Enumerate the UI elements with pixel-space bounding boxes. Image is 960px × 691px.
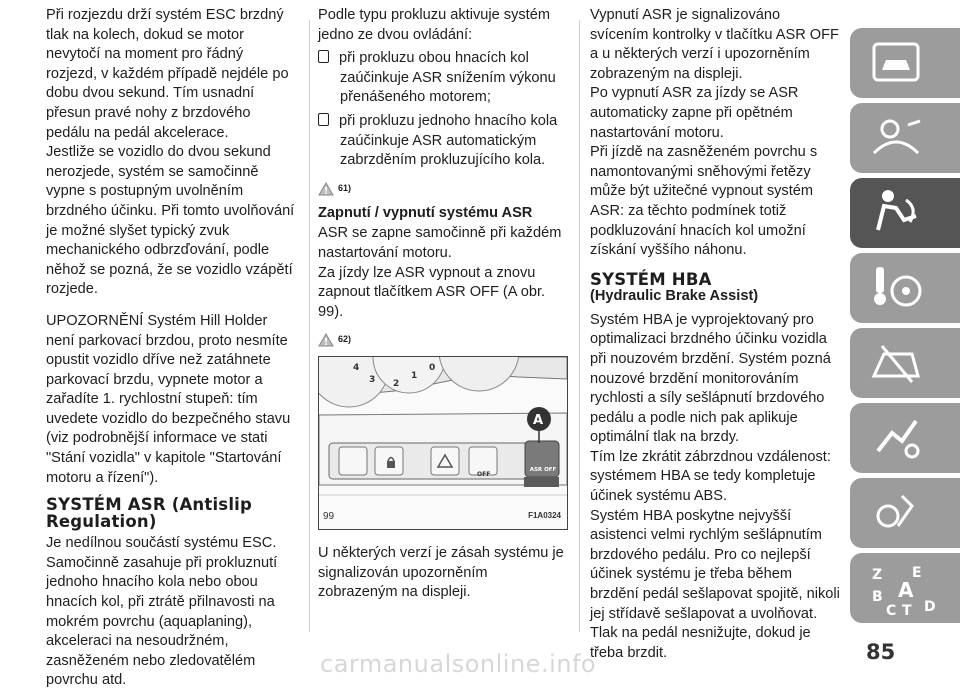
asr-off-button-label: ASR OFF xyxy=(529,466,557,473)
index-icon xyxy=(868,561,948,617)
car-info-icon xyxy=(868,36,924,88)
dial-label: 0 xyxy=(429,362,436,373)
warning-reference: 62) xyxy=(318,330,566,350)
paragraph: Vypnutí ASR je signalizováno svícením kontrolky v tlačítku ASR OFF a u některých verzí i upozorněním zobrazeným na displeji. xyxy=(590,7,839,82)
tab-index[interactable] xyxy=(850,553,960,623)
dashboard-illustration xyxy=(319,357,567,529)
starting-driving-icon xyxy=(868,261,924,313)
checkbox-bullet-icon xyxy=(318,50,329,63)
watermark: carmanualsonline.info xyxy=(320,650,597,678)
paragraph: Tlak na pedál nesnižujte, dokud je třeba brzdit. xyxy=(590,625,811,661)
dashboard-lights-icon xyxy=(868,111,924,163)
paragraph: Jestliže se vozidlo do dvou sekund nerozjede, systém se samočinně vypne s postupným uvolněním brzdného účinku. Při tomto uvolňování je možné slyšet typický zvuk mechanického odbrzďování, podle něhož se pozná, že se vozidlo vzápětí rozjede. xyxy=(46,144,295,298)
text-column-left xyxy=(46,6,298,691)
svg-text:T: T xyxy=(902,603,912,617)
tab-maintenance[interactable] xyxy=(850,403,960,473)
tab-technical-data[interactable] xyxy=(850,478,960,548)
tab-starting-driving[interactable] xyxy=(850,253,960,323)
paragraph: Systém HBA je vyprojektovaný pro optimalizaci brzdného účinku vozidla při nouzovém brzdění. Systém pozná nouzové brzdění monitorováním rychlosti a síly sešlápnutí brzdového pedálu a podle nich pak aplikuje optimální tlak na brzdy. xyxy=(590,311,831,446)
text-column-middle xyxy=(318,6,566,603)
section-heading-asr: SYSTÉM ASR (Antislip Regulation) xyxy=(46,495,253,532)
tab-safety[interactable] xyxy=(850,178,960,248)
paragraph: U některých verzí je zásah systému je signalizován upozorněním zobrazeným na displeji. xyxy=(318,544,564,601)
subheading-asr-toggle: Zapnutí / vypnutí systému ASR xyxy=(318,205,533,222)
paragraph: Podle typu prokluzu aktivuje systém jedno ze dvou ovládání: xyxy=(318,7,550,43)
svg-text:D: D xyxy=(924,599,936,615)
paragraph: ASR se zapne samočinně při každém nastartování motoru. xyxy=(318,225,562,261)
tab-dashboard-lights[interactable] xyxy=(850,103,960,173)
figure-asr-button xyxy=(318,356,568,530)
paragraph: Tím lze zkrátit zábrzdnou vzdálenost: systémem HBA se tedy kompletuje účinek systému ABS. xyxy=(590,448,831,505)
figure-number: 99 xyxy=(323,511,335,523)
paragraph: Za jízdy lze ASR vypnout a znovu zapnout tlačítkem ASR OFF (A obr. 99). xyxy=(318,264,546,320)
warning-reference: 61) xyxy=(318,179,566,199)
bullet-item: při prokluzu obou hnacích kol zaúčinkuje ASR snížením výkonu přenášeného motorem; xyxy=(318,49,566,108)
dial-label: 3 xyxy=(369,374,376,385)
figure-code: F1A0324 xyxy=(528,511,561,521)
svg-text:E: E xyxy=(912,565,922,581)
column-divider xyxy=(579,20,580,632)
button-off-label: OFF xyxy=(477,470,491,478)
dial-label: 4 xyxy=(353,362,360,373)
svg-text:C: C xyxy=(886,603,897,617)
maintenance-icon xyxy=(868,411,924,463)
bullet-item: při prokluzu jednoho hnacího kola zaúčinkuje ASR automatickým zabrzděním prokluzujícího kola. xyxy=(318,112,566,171)
paragraph: Při rozjezdu drží systém ESC brzdný tlak na kolech, dokud se motor nevytočí na moment pro řádný rozjezd, v každém případě nejdéle po dobu dvou sekund. Tím usnadní přesun pravé nohy z brzdového pedálu na pedál akcelerace. xyxy=(46,7,289,141)
warning-triangle-icon xyxy=(318,182,334,196)
paragraph: Systém HBA poskytne nejvyšší asistenci velmi rychlým sešlápnutím brzdového pedálu. Pro co nejlepší účinek systému je třeba během brzdění pedál sešlapovat spojitě, nikoli jej střídavě sešlapovat a uvolňovat. xyxy=(590,507,840,622)
dial-label: 2 xyxy=(393,378,400,389)
column-divider xyxy=(309,20,310,632)
section-subheading-hba: (Hydraulic Brake Assist) xyxy=(590,287,759,304)
warning-triangle-icon xyxy=(318,333,334,347)
safety-airbag-icon xyxy=(868,186,924,238)
svg-text:A: A xyxy=(898,578,914,602)
svg-text:B: B xyxy=(872,589,883,605)
paragraph: Po vypnutí ASR za jízdy se ASR automaticky zapne při opětném nastartování motoru. xyxy=(590,85,799,141)
page-number: 85 xyxy=(866,640,896,664)
tab-emergency[interactable] xyxy=(850,328,960,398)
checkbox-bullet-icon xyxy=(318,113,329,126)
paragraph: Při jízdě na zasněženém povrchu s namontovanými sněhovými řetězy může být užitečné vypnout systém ASR: za těchto podmínek totiž podkluzování hnacích kol umožní získání vyššího náhonu. xyxy=(590,144,818,259)
callout-a: A xyxy=(533,412,544,428)
paragraph-warning-note: UPOZORNĚNÍ Systém Hill Holder není parkovací brzdou, proto nesmíte opustit vozidlo dříve než zatáhnete parkovací brzdu, vypnete motor a zařadíte 1. rychlostní stupeň: tím uvedete vozidlo do bezpečného stavu (viz podrobnější informace ve stati "Stání vozidla" v kapitole "Startování motoru a řízení"). xyxy=(46,312,291,486)
tab-car-info[interactable] xyxy=(850,28,960,98)
technical-data-icon xyxy=(868,486,924,538)
section-heading-hba: SYSTÉM HBA xyxy=(590,269,712,289)
dial-label: 1 xyxy=(411,370,418,381)
text-column-right xyxy=(590,6,842,663)
warning-emergency-icon xyxy=(868,336,924,388)
svg-text:Z: Z xyxy=(872,567,883,583)
paragraph: Je nedílnou součástí systému ESC. Samočinně zasahuje při prokluznutí jednoho hnacího kola nebo obou hnacích kol, při ztrátě přilnavosti na mokrém povrchu (aquaplaning), akceleraci na nesoudržném, zasněženém nebo zledovatělém povrchu atd. xyxy=(46,535,278,689)
